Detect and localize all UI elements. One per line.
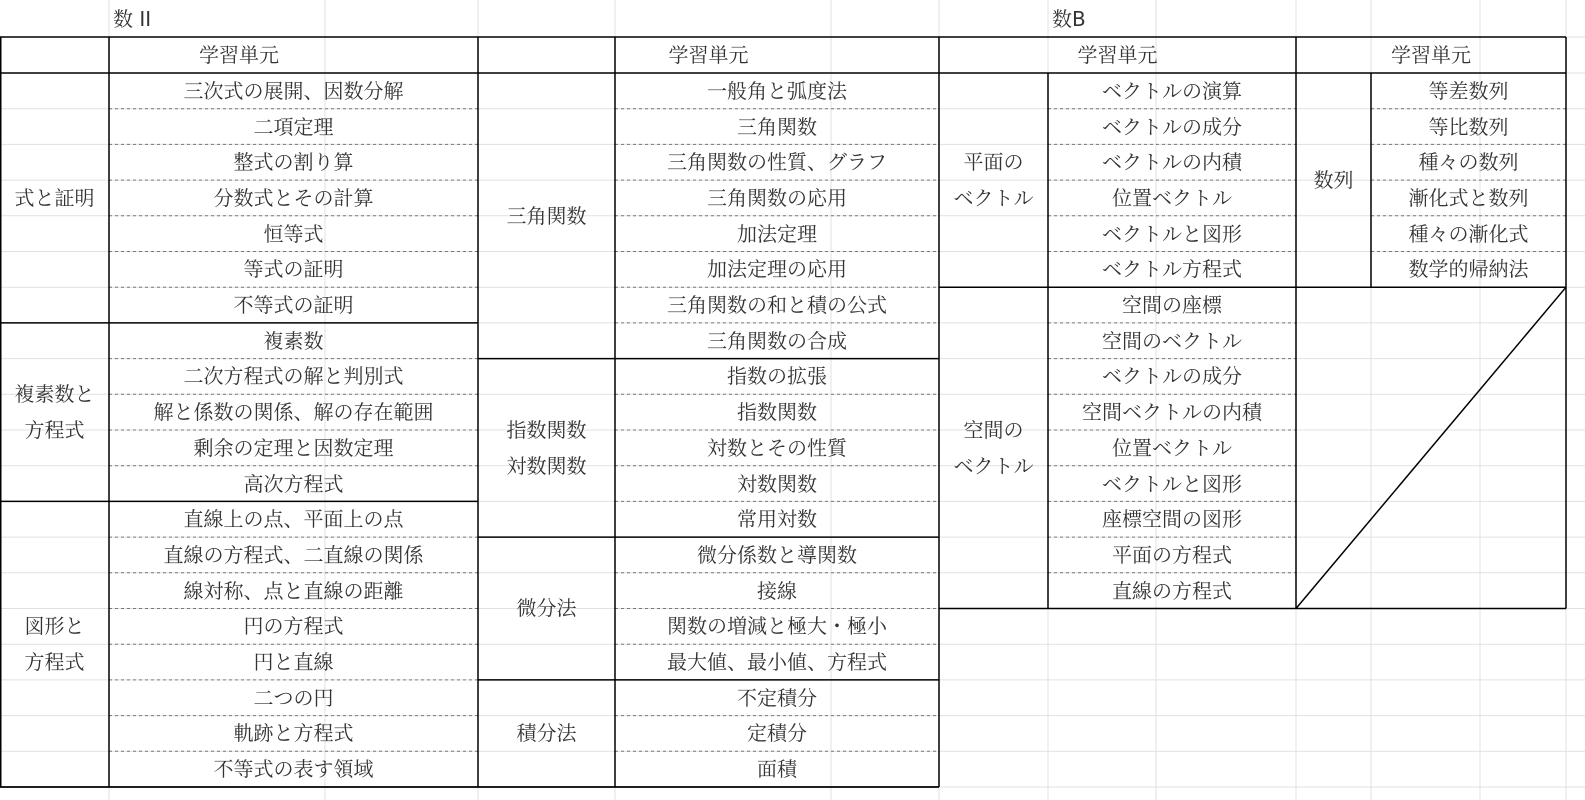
math2-2-unit-item: 一般角と弧度法 [707,78,847,103]
math2-2-unit-item: 三角関数の合成 [707,328,847,353]
mathB-vector-unit-item: 空間のベクトル [1102,328,1242,353]
math2-2-unit-item: 三角関数の応用 [707,185,847,210]
mathB-sequence-unit-item: 等比数列 [1428,114,1509,139]
math2-unit-item: 恒等式 [263,221,324,246]
math2-unit-item: 解と係数の関係、解の存在範囲 [153,400,434,425]
math2-unit-item: 線対称、点と直線の距離 [183,578,404,603]
mathB-vector-unit-item: 平面の方程式 [1112,542,1232,567]
math2-2-unit-item: 関数の増減と極大・極小 [667,614,887,639]
mathB-vector-category [939,73,1048,287]
math2-2-unit-item: 加法定理 [737,221,817,246]
math2-unit-item: 軌跡と方程式 [233,721,354,746]
mathB-sequence-unit-item: 種々の漸化式 [1408,221,1529,246]
column-header-unit: 学習単元 [1077,43,1158,67]
mathB-sequence-unit-item: 種々の数列 [1418,150,1519,175]
mathB-vector-unit-item: 空間ベクトルの内積 [1082,400,1262,425]
math2-2-unit-item: 三角関数の和と積の公式 [667,293,887,318]
math2-2-category [478,537,615,680]
math2-unit-item: 高次方程式 [243,471,344,496]
mathB-sequence-unit-item: 漸化式と数列 [1408,185,1529,210]
category-line: 対数関数 [506,453,587,478]
math2-unit-item: 整式の割り算 [233,150,354,175]
category-line: 平面の [963,150,1024,175]
category-line: 積分法 [516,721,577,746]
math2-2-unit-item: 対数とその性質 [707,435,847,460]
math2-unit-item: 二つの円 [253,685,334,710]
mathB-vector-unit-item: ベクトルの演算 [1102,78,1242,103]
math2-unit-item: 等式の証明 [243,257,344,282]
math2-unit-item: 直線の方程式、二直線の関係 [163,542,424,567]
math2-2-category [478,73,615,359]
mathB-vector-unit-item: 空間の座標 [1122,293,1222,318]
column-header-unit: 学習単元 [1391,43,1471,67]
math2-2-unit-item: 不定積分 [737,685,817,710]
empty-cell-diagonal [1296,287,1566,608]
math2-unit-item: 二項定理 [253,114,334,139]
math2-unit-item: 複素数 [263,328,324,353]
math2-2-unit-item: 指数の拡張 [727,364,827,389]
math2-unit-item: 直線上の点、平面上の点 [183,507,404,532]
category-line: ベクトル [953,186,1034,211]
math2-category [0,73,109,323]
math2-2-category [478,359,615,538]
mathB-vector-unit-item: ベクトルと図形 [1102,471,1242,496]
math2-2-unit-item: 指数関数 [737,400,817,425]
category-line: 方程式 [24,418,85,443]
math2-2-category [478,680,615,787]
math2-unit-item: 円と直線 [253,650,334,675]
math2-2-unit-item: 三角関数 [737,114,817,139]
math2-unit-item: 二次方程式の解と判別式 [183,364,404,389]
category-line: 図形と [24,614,85,639]
math2-2-unit-item: 面積 [757,757,797,782]
mathB-vector-unit-item: 座標空間の図形 [1102,507,1242,532]
math2-unit-item: 不等式の証明 [233,293,354,318]
category-line: 指数関数 [506,417,587,442]
math2-2-unit-item: 最大値、最小値、方程式 [667,650,887,675]
category-line: 数列 [1313,168,1354,193]
column-header-unit: 学習単元 [199,43,279,67]
math2-unit-item: 分数式とその計算 [213,185,374,210]
mathB-sequence-unit-item: 等差数列 [1428,78,1509,103]
category-line: 複素数と [14,382,95,407]
math2-2-unit-item: 接線 [757,578,797,603]
category-line: 微分法 [516,596,577,621]
mathB-vector-category [939,287,1048,608]
math2-2-unit-item: 対数関数 [737,471,817,496]
mathB-sequence-category [1296,73,1371,287]
column-header-unit: 学習単元 [668,43,749,67]
category-line: 空間の [963,417,1024,442]
math2-2-unit-item: 定積分 [747,721,807,746]
mathB-vector-unit-item: 位置ベクトル [1112,185,1232,210]
math2-category [0,323,109,502]
mathB-sequence-unit-item: 数学的帰納法 [1408,257,1529,282]
mathB-vector-unit-item: 直線の方程式 [1112,578,1232,603]
math2-2-unit-item: 三角関数の性質、グラフ [667,150,887,175]
category-line: ベクトル [953,453,1034,478]
subject-title-math2: 数 II [113,6,152,31]
math2-2-unit-item: 常用対数 [737,507,817,532]
category-line: 方程式 [24,650,85,675]
mathB-vector-unit-item: ベクトルの成分 [1102,364,1242,389]
category-line: 式と証明 [14,185,95,210]
math2-category [0,501,109,787]
math2-unit-item: 不等式の表す領域 [213,757,374,782]
math2-2-unit-item: 微分係数と導関数 [697,542,857,567]
category-line: 三角関数 [506,203,587,228]
math2-unit-item: 円の方程式 [243,614,344,639]
math2-unit-item: 剰余の定理と因数定理 [193,435,394,460]
mathB-vector-unit-item: ベクトル方程式 [1102,257,1242,282]
mathB-vector-unit-item: ベクトルの内積 [1102,150,1242,175]
mathB-vector-unit-item: ベクトルの成分 [1102,114,1242,139]
math2-unit-item: 三次式の展開、因数分解 [183,78,404,103]
subject-title-mathB: 数B [1052,6,1086,31]
mathB-vector-unit-item: 位置ベクトル [1112,435,1232,460]
math2-2-unit-item: 加法定理の応用 [707,257,847,282]
mathB-vector-unit-item: ベクトルと図形 [1102,221,1242,246]
